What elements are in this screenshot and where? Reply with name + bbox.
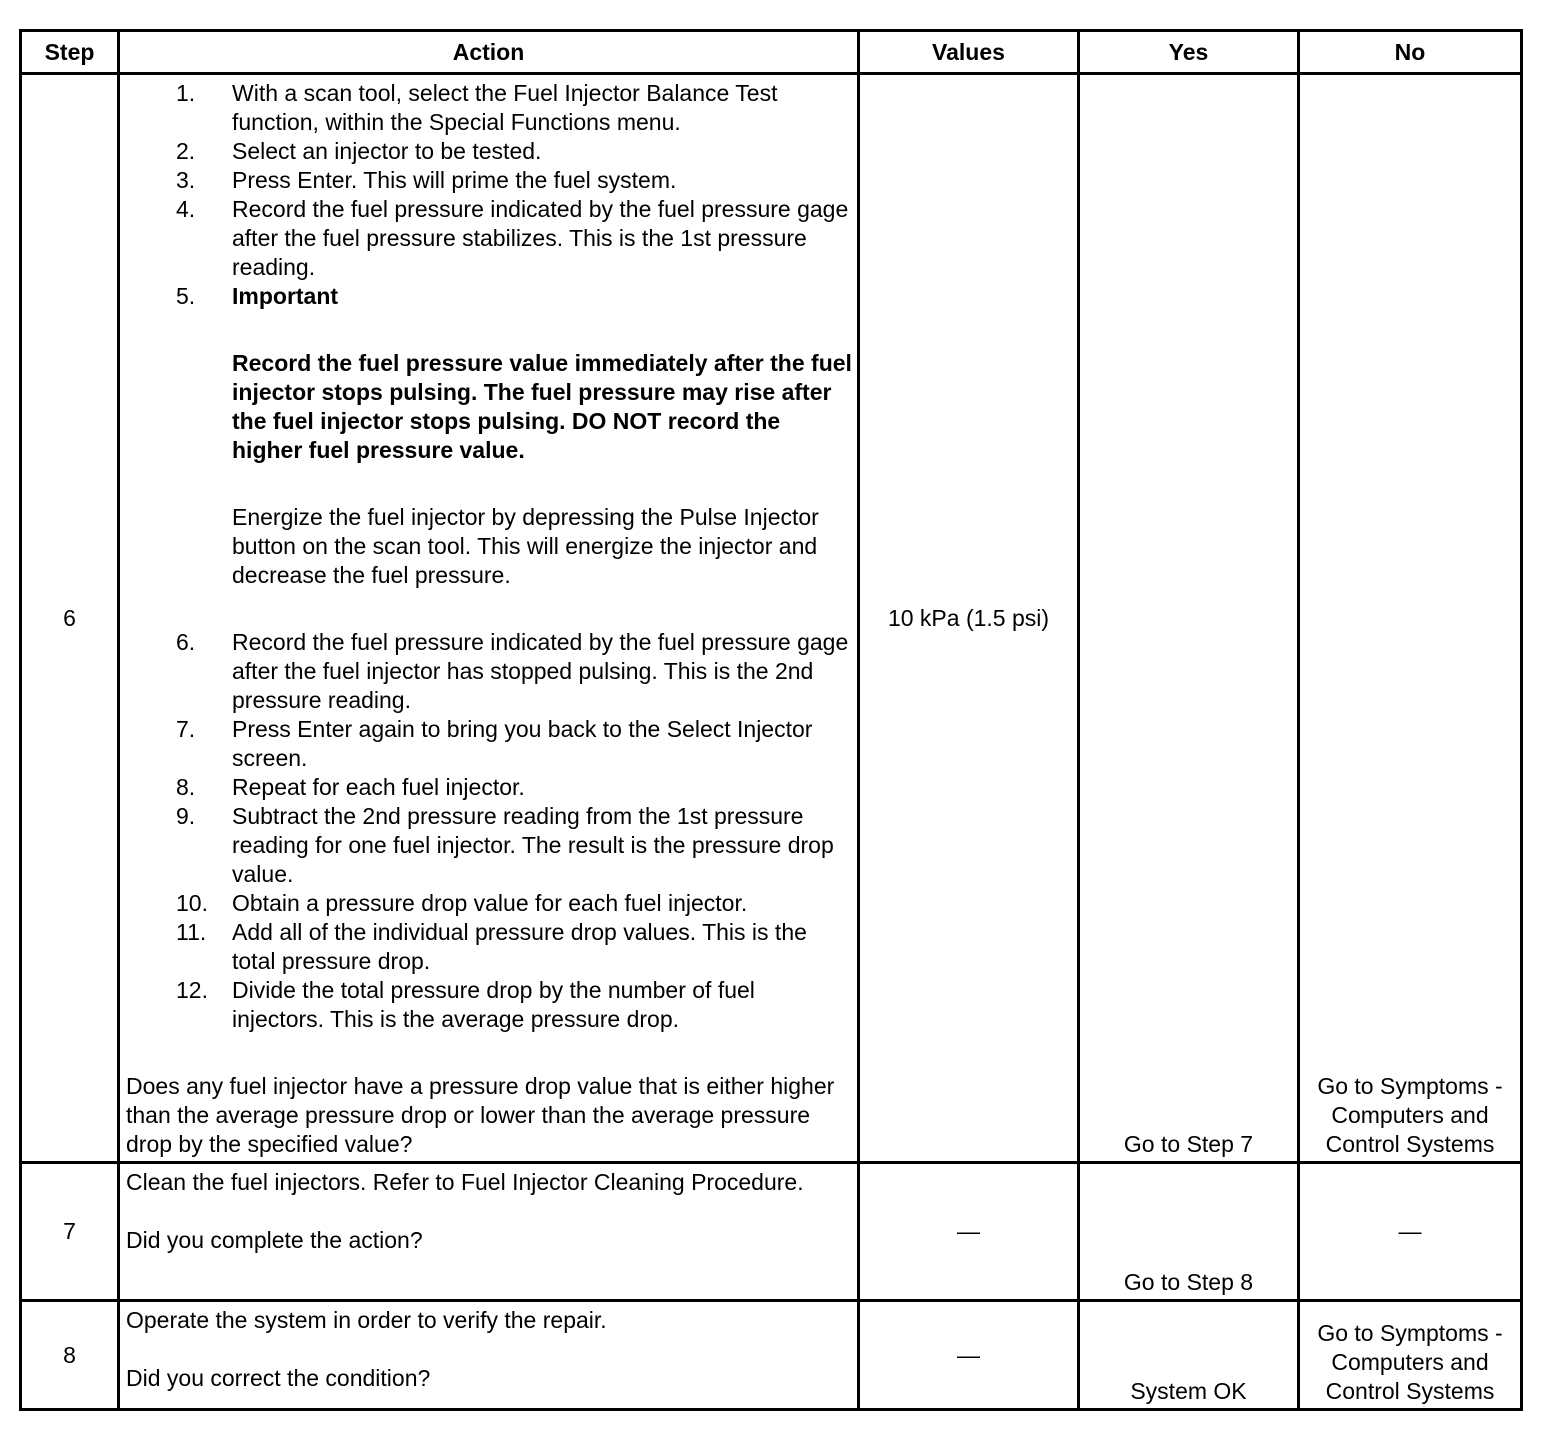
step-number: 6 bbox=[21, 74, 119, 1163]
header-values: Values bbox=[859, 31, 1079, 74]
header-action: Action bbox=[119, 31, 859, 74]
table-row-step-6 bbox=[21, 74, 1522, 1163]
list-item bbox=[174, 195, 853, 282]
item-number: 3. bbox=[176, 167, 196, 193]
list-item bbox=[174, 889, 853, 918]
verification-question: Did you correct the condition? bbox=[126, 1365, 431, 1391]
item-text: Press Enter. This will prime the fuel system. bbox=[232, 167, 677, 193]
item-text: Obtain a pressure drop value for each fuel injector. bbox=[232, 890, 748, 916]
values-cell: 10 kPa (1.5 psi) bbox=[859, 74, 1079, 1163]
yes-cell: System OK bbox=[1079, 1301, 1299, 1410]
yes-cell: Go to Step 7 bbox=[1079, 74, 1299, 1163]
list-item bbox=[174, 628, 853, 715]
list-item bbox=[174, 79, 853, 137]
step-number: 8 bbox=[21, 1301, 119, 1410]
item-text: Add all of the individual pressure drop values. This is the total pressure drop. bbox=[232, 919, 807, 974]
header-yes: Yes bbox=[1079, 31, 1299, 74]
verification-question: Did you complete the action? bbox=[126, 1227, 423, 1253]
item-number: 8. bbox=[176, 774, 196, 800]
item-text: Subtract the 2nd pressure reading from the 1st pressure reading for one fuel injector. The result is the pressure drop value. bbox=[232, 803, 834, 887]
list-item bbox=[174, 166, 853, 195]
action-cell bbox=[119, 1163, 859, 1301]
item-number: 4. bbox=[176, 196, 196, 222]
important-heading: Important bbox=[232, 283, 339, 309]
list-item bbox=[174, 282, 853, 628]
action-cell bbox=[119, 74, 859, 1163]
instruction-list bbox=[126, 79, 853, 1034]
list-item bbox=[174, 918, 853, 976]
item-text: Press Enter again to bring you back to the Select Injector screen. bbox=[232, 716, 813, 771]
step-number: 7 bbox=[21, 1163, 119, 1301]
item-text bbox=[232, 282, 853, 628]
header-no: No bbox=[1299, 31, 1522, 74]
action-text: Operate the system in order to verify the repair. bbox=[126, 1307, 607, 1333]
item-text: Select an injector to be tested. bbox=[232, 138, 542, 164]
item-number: 10. bbox=[176, 890, 208, 916]
important-note: Record the fuel pressure value immediately after the fuel injector stops pulsing. The fuel pressure may rise after the fuel injector stops pulsing. DO NOT record the higher fuel pressure value. bbox=[232, 350, 852, 463]
item-text: Divide the total pressure drop by the number of fuel injectors. This is the average pressure drop. bbox=[232, 977, 755, 1032]
item-number: 9. bbox=[176, 803, 196, 829]
header-step: Step bbox=[21, 31, 119, 74]
item-number: 5. bbox=[176, 283, 196, 309]
diagnostic-procedure-table bbox=[19, 29, 1523, 1411]
values-cell: — bbox=[859, 1163, 1079, 1301]
no-cell: Go to Symptoms - Computers and Control Systems bbox=[1299, 1301, 1522, 1410]
item-text: Record the fuel pressure indicated by the fuel pressure gage after the fuel pressure stabilizes. This is the 1st pressure reading. bbox=[232, 196, 849, 280]
no-cell: — bbox=[1299, 1163, 1522, 1301]
item-number: 2. bbox=[176, 138, 196, 164]
item-number: 12. bbox=[176, 977, 208, 1003]
header-row bbox=[21, 31, 1522, 74]
list-item bbox=[174, 715, 853, 773]
item-text: Record the fuel pressure indicated by the fuel pressure gage after the fuel injector has stopped pulsing. This is the 2nd pressure reading. bbox=[232, 629, 849, 713]
table-row-step-8 bbox=[21, 1301, 1522, 1410]
item-number: 1. bbox=[176, 80, 196, 106]
item-number: 6. bbox=[176, 629, 196, 655]
item-number: 11. bbox=[176, 919, 207, 945]
list-item bbox=[174, 773, 853, 802]
energize-text: Energize the fuel injector by depressing the Pulse Injector button on the scan tool. This will energize the injector and decrease the fuel pressure. bbox=[232, 504, 819, 588]
verification-question: Does any fuel injector have a pressure drop value that is either higher than the average pressure drop or lower than the average pressure drop by the specified value? bbox=[126, 1073, 835, 1157]
list-item bbox=[174, 137, 853, 166]
yes-cell: Go to Step 8 bbox=[1079, 1163, 1299, 1301]
item-text: Repeat for each fuel injector. bbox=[232, 774, 525, 800]
action-cell bbox=[119, 1301, 859, 1410]
item-text: With a scan tool, select the Fuel Injector Balance Test function, within the Special Functions menu. bbox=[232, 80, 778, 135]
values-cell: — bbox=[859, 1301, 1079, 1410]
no-cell: Go to Symptoms - Computers and Control Systems bbox=[1299, 74, 1522, 1163]
table-row-step-7 bbox=[21, 1163, 1522, 1301]
list-item bbox=[174, 802, 853, 889]
action-text: Clean the fuel injectors. Refer to Fuel Injector Cleaning Procedure. bbox=[126, 1169, 804, 1195]
list-item bbox=[174, 976, 853, 1034]
item-number: 7. bbox=[176, 716, 196, 742]
